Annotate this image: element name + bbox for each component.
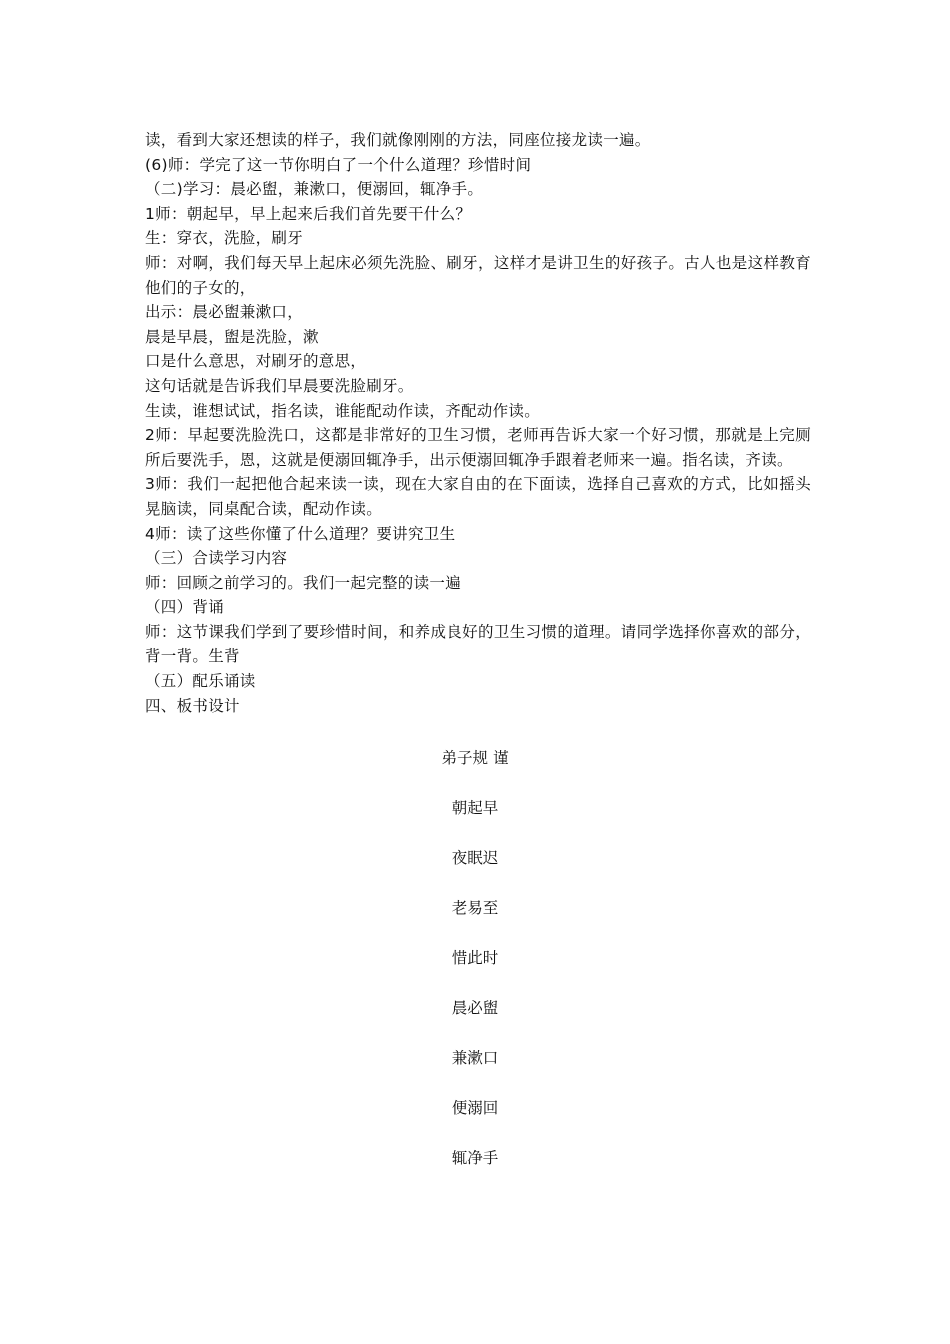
paragraph-teacher-3: 3师：我们一起把他合起来读一读，现在大家自由的在下面读，选择自己喜欢的方式，比如摇头晃脑读，同桌配合读，配动作读。 [145,475,811,518]
paragraph-meaning-1: 晨是早晨，盥是洗脸，漱 [145,327,319,346]
paragraph-section-two: （二)学习：晨必盥，兼漱口，便溺回，辄净手。 [145,180,484,199]
board-title: 弟子规 谨 [441,749,509,767]
paragraph-meaning-2: 口是什么意思，对刷牙的意思， [145,352,367,371]
paragraph-section-three: （三）合读学习内容 [145,549,288,568]
board-line: 老易至 [451,899,499,917]
paragraph-continuation: 读，看到大家还想读的样子，我们就像刚刚的方法，同座位接龙读一遍。 [145,131,651,149]
paragraph-teacher-6: (6)师：学完了这一节你明白了一个什么道理？珍惜时间 [145,155,532,174]
board-line: 朝起早 [451,799,499,817]
lesson-body [145,128,811,718]
paragraph-section-five: （五）配乐诵读 [145,672,256,691]
paragraph-board-heading: 四、板书设计 [145,696,240,715]
board-line: 辄净手 [451,1149,499,1167]
paragraph-teacher-explain: 师：对啊，我们每天早上起床必须先洗脸、刷牙，这样才是讲卫生的好孩子。古人也是这样教育他们的子女的， [145,253,811,297]
board-line: 惜此时 [451,949,499,967]
paragraph-show: 出示：晨必盥兼漱口， [145,303,304,322]
paragraph-meaning-3: 这句话就是告诉我们早晨要洗脸刷牙。 [145,376,414,395]
board-line: 兼漱口 [451,1049,499,1067]
paragraph-student-answer: 生：穿衣，洗脸，刷牙 [145,229,304,248]
paragraph-teacher-summary: 师：这节课我们学到了要珍惜时间，和养成良好的卫生习惯的道理。请同学选择你喜欢的部分，背一背。生背 [145,622,811,666]
paragraph-student-read: 生读，谁想试试，指名读，谁能配动作读，齐配动作读。 [145,401,541,420]
board-line: 晨必盥 [451,999,499,1017]
paragraph-teacher-review: 师：回顾之前学习的。我们一起完整的读一遍 [145,573,462,592]
board-line: 夜眠迟 [451,849,499,867]
paragraph-section-four: （四）背诵 [145,598,225,617]
paragraph-teacher-1: 1师：朝起早，早上起来后我们首先要干什么？ [145,204,472,223]
paragraph-teacher-4: 4师：读了这些你懂了什么道理？要讲究卫生 [145,524,456,543]
paragraph-teacher-2: 2师：早起要洗脸洗口，这都是非常好的卫生习惯，老师再告诉大家一个好习惯，那就是上完厕所后要洗手，恩，这就是便溺回辄净手，出示便溺回辄净手跟着老师来一遍。指名读，齐读。 [145,426,811,469]
board-line: 便溺回 [451,1099,499,1117]
